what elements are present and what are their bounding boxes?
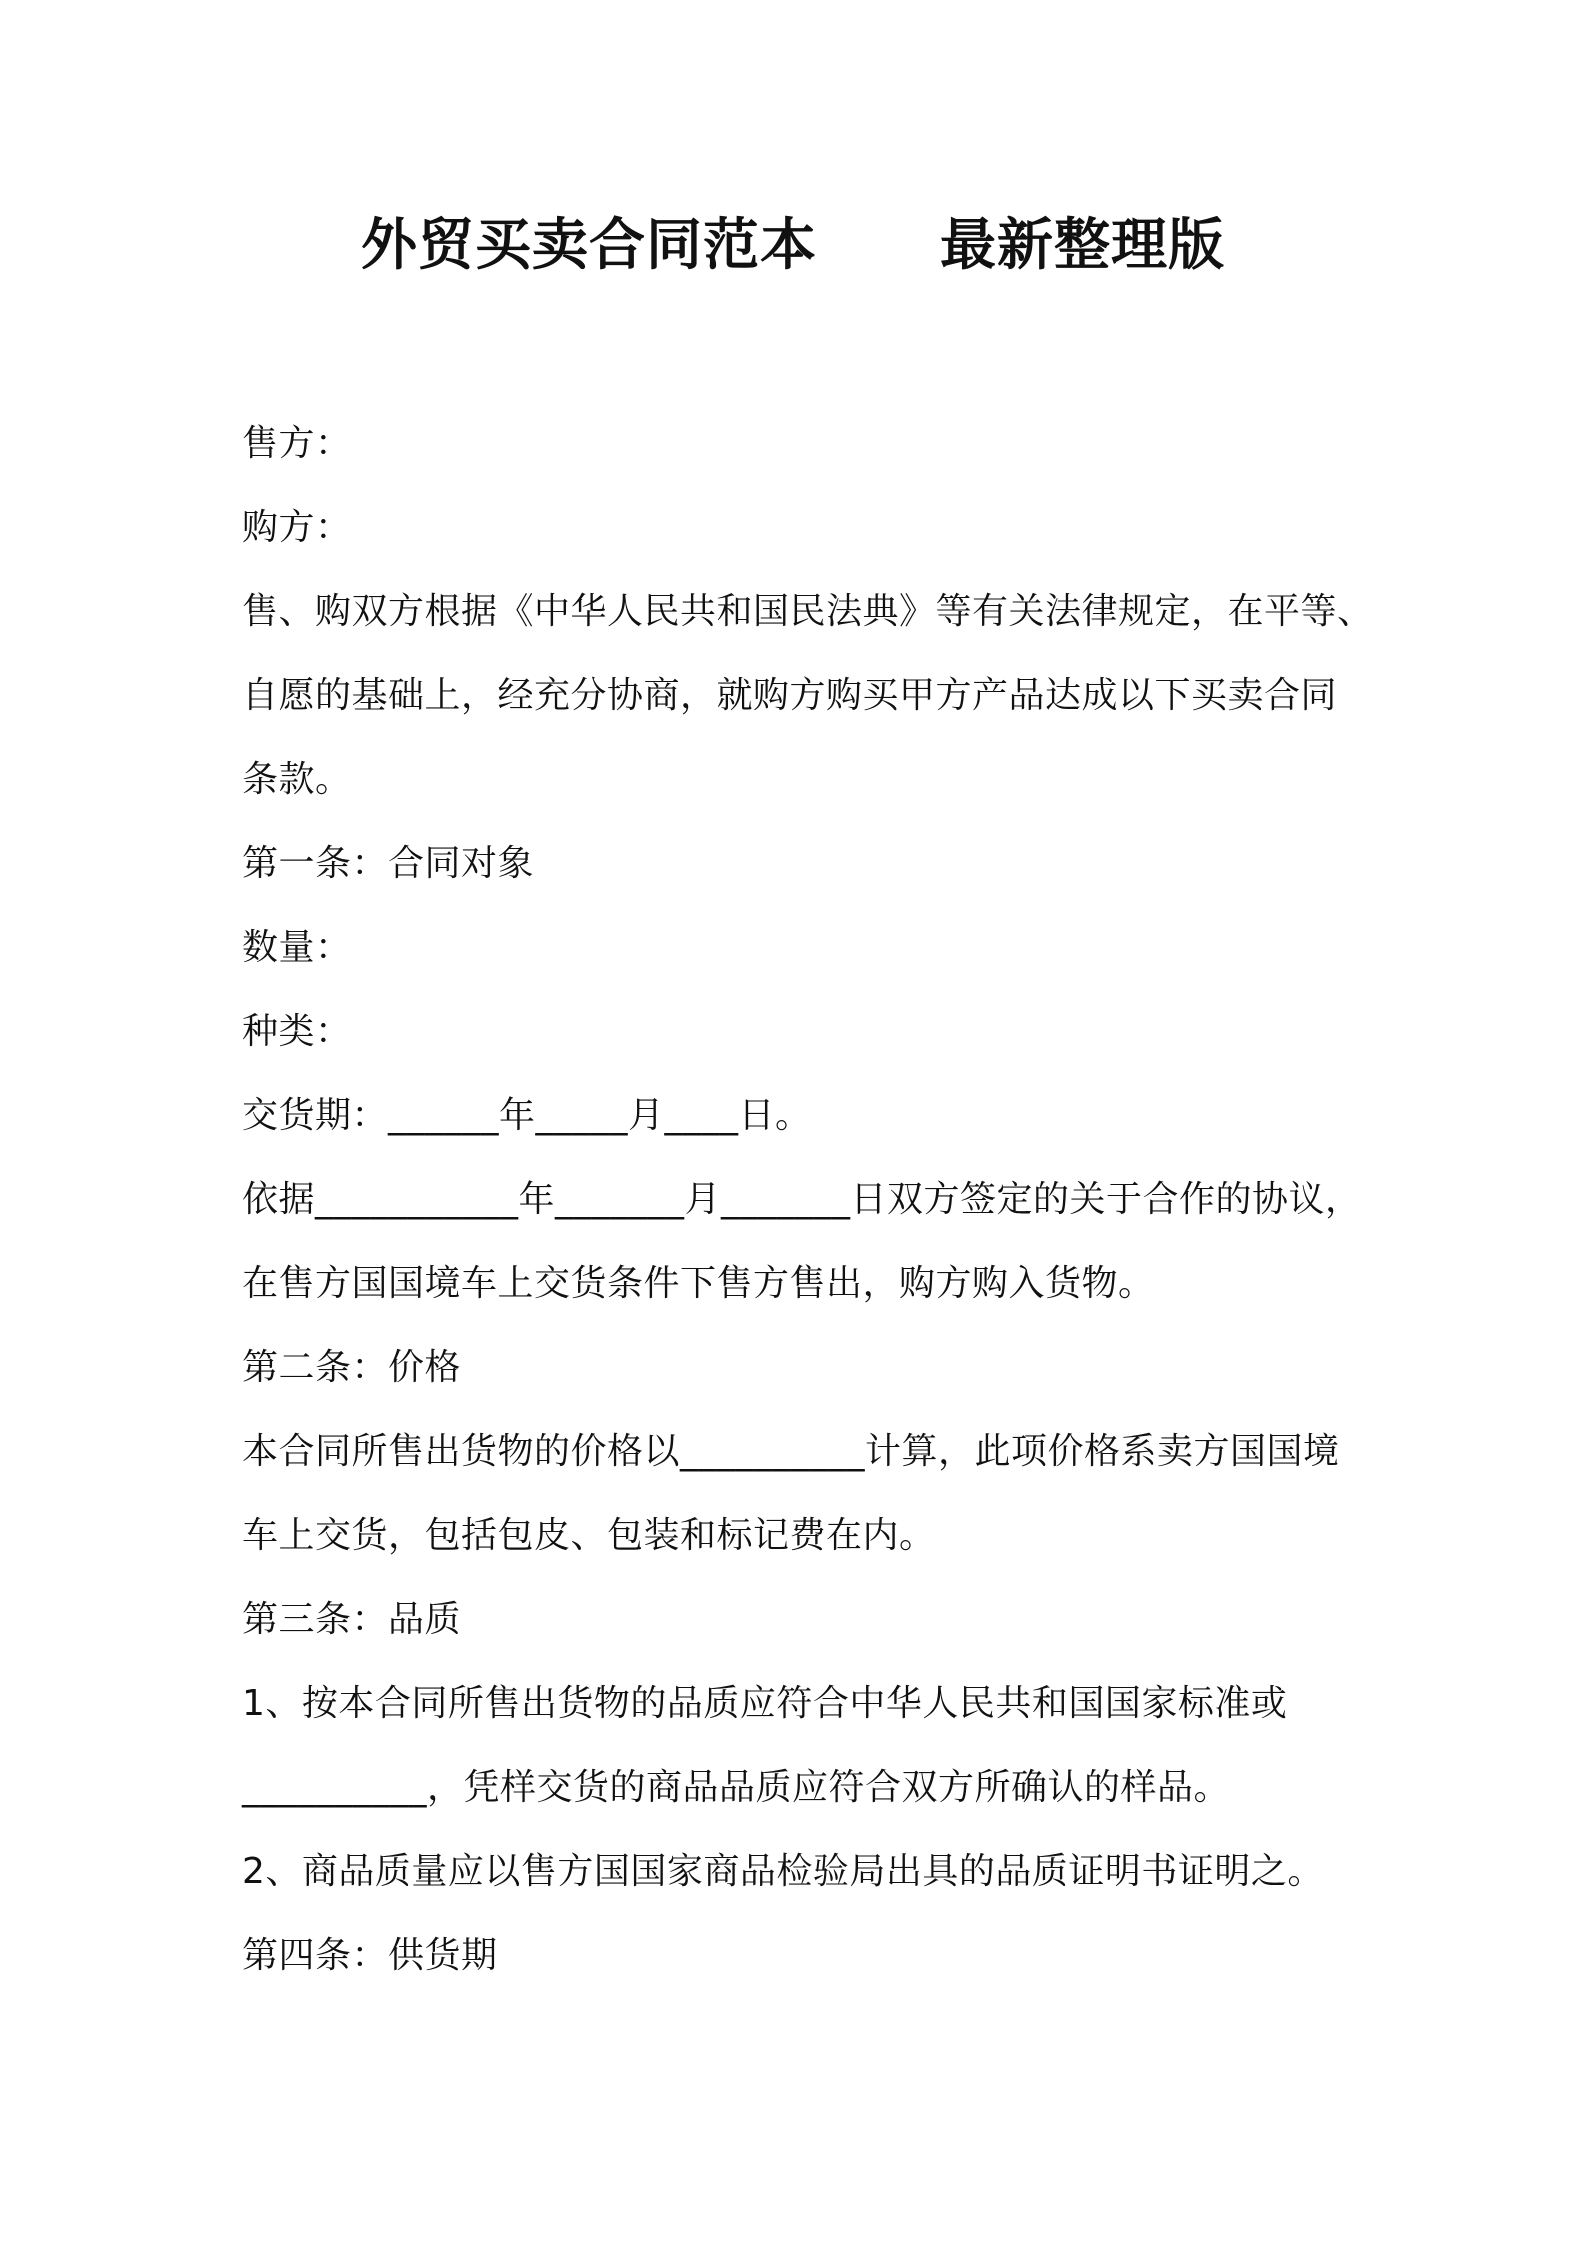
category-line: 种类： [242, 1011, 352, 1052]
article-2-heading: 第二条：价格 [242, 1347, 462, 1388]
quality-clause-1-line-1: 1、按本合同所售出货物的品质应符合中华人民共和国国家标准或 [242, 1683, 1288, 1724]
document-title: 外贸买卖合同范本 最新整理版 [361, 213, 1225, 278]
delivery-date-line: 交货期：______年_____月____日。 [242, 1095, 812, 1136]
document-body [242, 402, 1374, 1998]
preamble-line-2: 自愿的基础上，经充分协商，就购方购买甲方产品达成以下买卖合同 [242, 675, 1338, 716]
basis-line-1: 依据___________年_______月_______日双方签定的关于合作的协议， [242, 1179, 1362, 1220]
article-3-heading: 第三条：品质 [242, 1599, 462, 1640]
article-1-heading: 第一条：合同对象 [242, 843, 535, 884]
seller-line: 售方： [242, 423, 352, 464]
preamble-line-3: 条款。 [242, 759, 352, 800]
price-line-1: 本合同所售出货物的价格以__________计算，此项价格系卖方国国境 [242, 1431, 1340, 1472]
quantity-line: 数量： [242, 927, 352, 968]
quality-clause-2: 2、商品质量应以售方国国家商品检验局出具的品质证明书证明之。 [242, 1851, 1324, 1892]
price-line-2: 车上交货，包括包皮、包装和标记费在内。 [242, 1515, 936, 1556]
basis-line-2: 在售方国国境车上交货条件下售方售出，购方购入货物。 [242, 1263, 1155, 1304]
preamble-line-1: 售、购双方根据《中华人民共和国民法典》等有关法律规定，在平等、 [242, 591, 1374, 632]
buyer-line: 购方： [242, 507, 352, 548]
quality-clause-1-line-2: __________，凭样交货的商品品质应符合双方所确认的样品。 [242, 1767, 1231, 1808]
article-4-heading: 第四条：供货期 [242, 1935, 498, 1976]
